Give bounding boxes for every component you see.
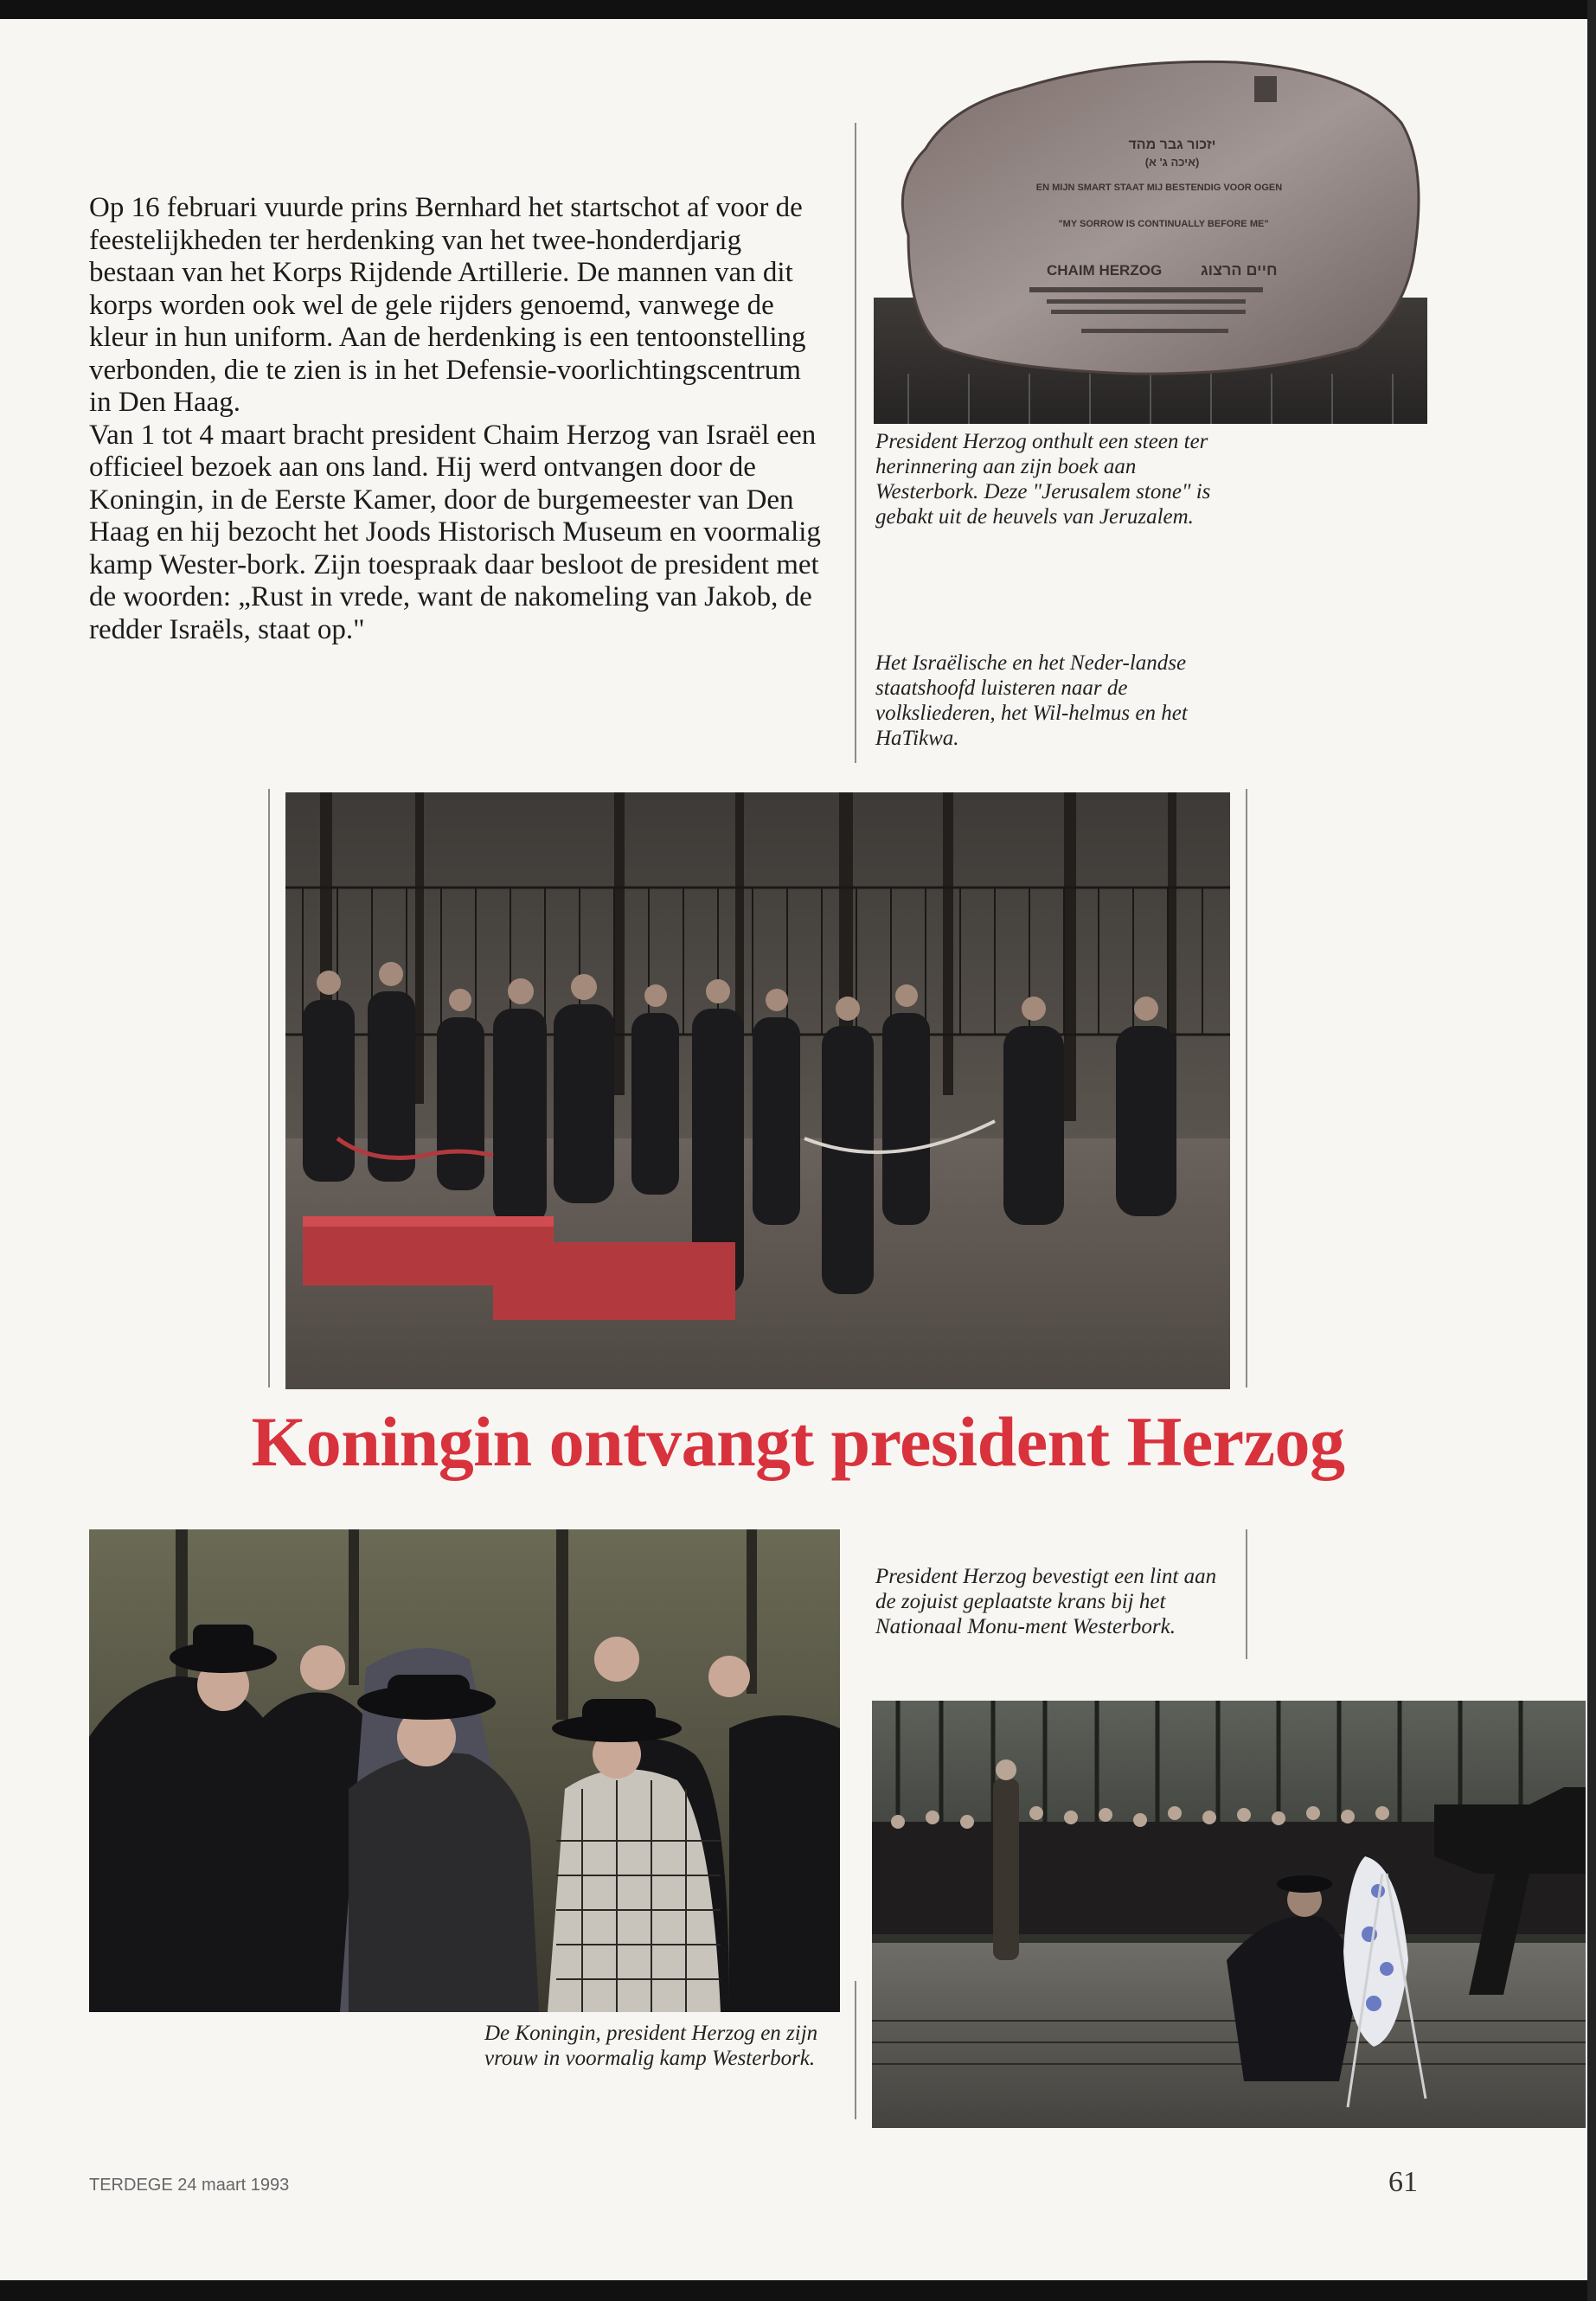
scan-border-right xyxy=(1587,0,1596,2301)
ceremony-photo xyxy=(285,792,1230,1389)
stone-english-line-2: "MY SORROW IS CONTINUALLY BEFORE ME" xyxy=(1058,219,1269,229)
stone-name-hebrew: חיים הרצוג xyxy=(1201,261,1278,279)
stone-english-line-1: EN MIJN SMART STAAT MIJ BESTENDIG VOOR OGEN xyxy=(1035,183,1283,193)
stone-name-latin: CHAIM HERZOG xyxy=(1047,262,1163,279)
column-divider-bottom xyxy=(855,1981,856,2119)
article-paragraph-2: Van 1 tot 4 maart bracht president Chaim Herzog van Israël een officieel bezoek aan ons land. Hij werd ontvangen door de Koningin, in de Eerste Kamer, door de burgemeester van Den Haag en hij bezocht het Joods Historisch Museum en voormalig kamp Wester-bork. Zijn toespraak daar besloot de president met de woorden: „Rust in vrede, want de nakomeling van Jakob, de redder Israëls, staat op." xyxy=(89,419,821,645)
column-divider-middle-left xyxy=(268,789,270,1388)
caption-queen: De Koningin, president Herzog en zijn vrouw in voormalig kamp Westerbork. xyxy=(484,2022,818,2070)
stone-hebrew-line-1: יזכור גבר מהד xyxy=(1128,138,1216,152)
queen-photo xyxy=(89,1529,840,2012)
column-divider-top xyxy=(855,123,856,763)
stone-hebrew-line-2: (איכה ג' א) xyxy=(1144,156,1200,169)
wreath-photo xyxy=(872,1701,1586,2128)
publication-footer: TERDEGE 24 maart 1993 xyxy=(89,2176,290,2195)
caption-wreath: President Herzog bevestigt een lint aan de zojuist geplaatste krans bij het Nationaal Monu-ment Westerbork. xyxy=(875,1565,1217,1638)
scan-border-bottom xyxy=(0,2280,1596,2301)
column-divider-wreath-caption xyxy=(1246,1529,1247,1659)
scan-border-top xyxy=(0,0,1596,19)
caption-stone: President Herzog onthult een steen ter herinnering aan zijn boek aan Westerbork. Deze "Jerusalem stone" is gebakt uit de heuvels van Jeruzalem. xyxy=(875,430,1211,529)
page-number: 61 xyxy=(1388,2166,1418,2198)
column-divider-middle-right xyxy=(1246,789,1247,1388)
headline: Koningin ontvangt president Herzog xyxy=(251,1402,1345,1481)
stone-photo xyxy=(874,54,1427,424)
article-body xyxy=(89,192,824,646)
caption-anthems: Het Israëlische en het Neder-landse staatshoofd luisteren naar de volksliederen, het Wil-helmus en het HaTikwa. xyxy=(875,651,1188,750)
article-paragraph-1: Op 16 februari vuurde prins Bernhard het startschot af voor de feestelijkheden ter herdenking van het twee-honderdjarig bestaan van het Korps Rijdende Artillerie. De mannen van dit korps worden ook wel de gele rijders genoemd, vanwege de kleur in hun uniform. Aan de herdenking is een tentoonstelling verbonden, die te zien is in het Defensie-voorlichtingscentrum in Den Haag. xyxy=(89,192,806,418)
